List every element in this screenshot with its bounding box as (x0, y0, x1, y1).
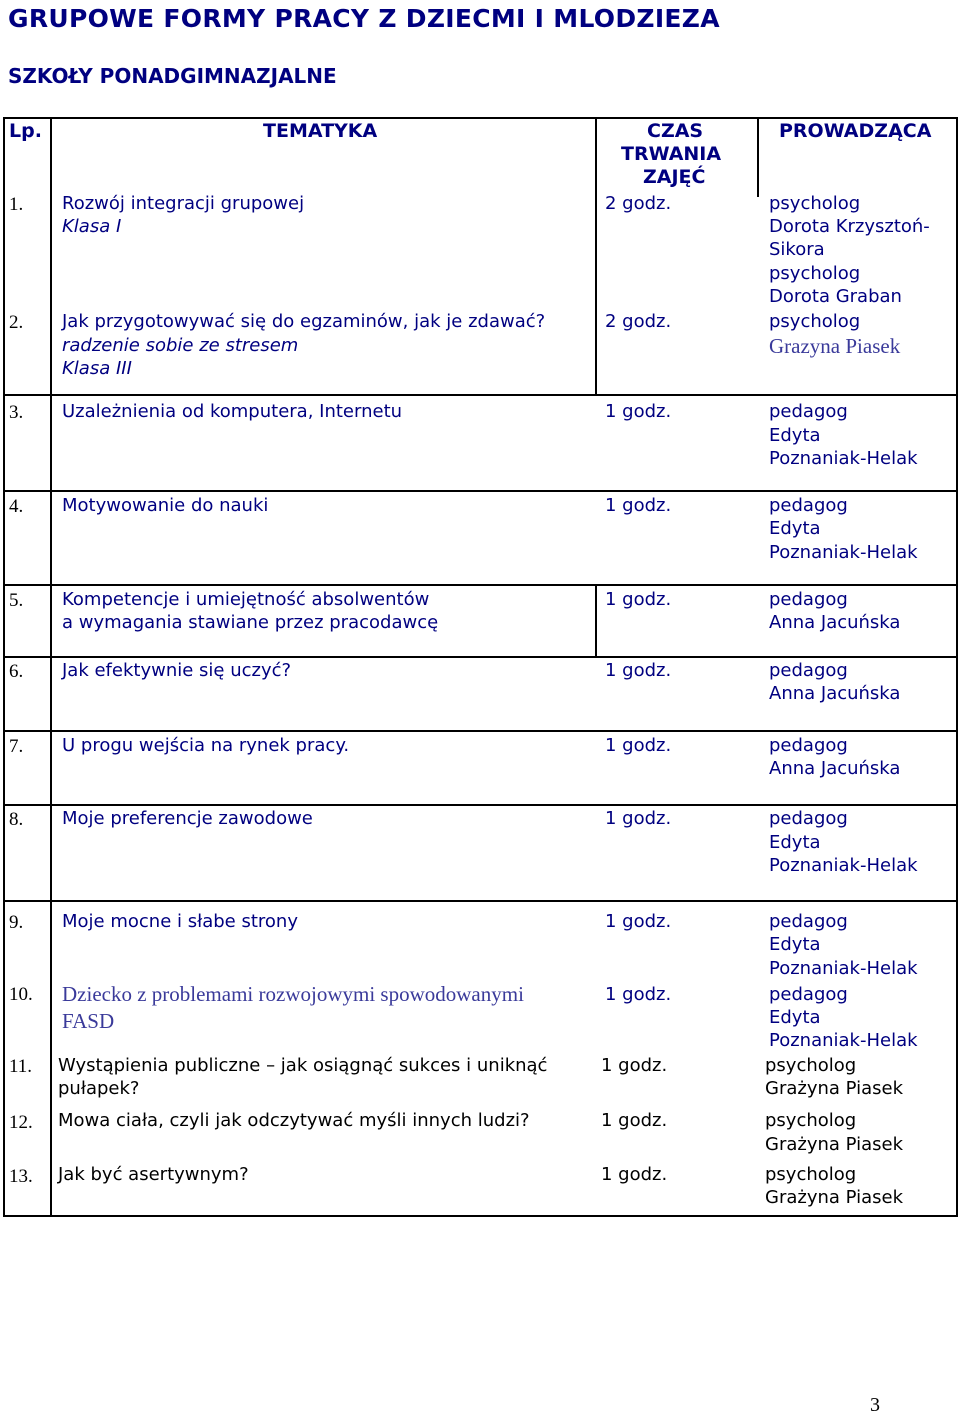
row-number: 7. (9, 736, 24, 757)
row-divider (3, 730, 958, 732)
row-leader: Dorota Graban (769, 286, 902, 307)
row-duration: 1 godz. (601, 1055, 668, 1076)
row-leader: psycholog (769, 193, 861, 214)
row-duration: 1 godz. (605, 495, 672, 516)
row-divider (3, 584, 958, 586)
row-leader: Edyta (769, 1007, 821, 1028)
row-leader: Poznaniak-Helak (769, 855, 918, 876)
row-leader: Edyta (769, 934, 821, 955)
row-topic: Jak przygotowywać się do egzaminów, jak je zdawać? (62, 311, 546, 332)
header-duration: ZAJĘĆ (643, 166, 706, 188)
column-divider-topic (595, 585, 597, 657)
row-leader: psycholog (765, 1110, 857, 1131)
row-duration: 1 godz. (605, 911, 672, 932)
row-number: 5. (9, 590, 24, 611)
column-divider-duration (757, 117, 759, 197)
row-duration: 1 godz. (601, 1164, 668, 1185)
row-leader: Edyta (769, 832, 821, 853)
row-leader: Poznaniak-Helak (769, 448, 918, 469)
row-topic: Motywowanie do nauki (62, 495, 269, 516)
row-topic-note: radzenie sobie ze stresem (62, 335, 299, 356)
row-topic: Moje preferencje zawodowe (62, 808, 313, 829)
row-number: 8. (9, 809, 24, 830)
row-topic: Rozwój integracji grupowej (62, 193, 305, 214)
row-divider (3, 394, 958, 396)
row-leader: pedagog (769, 660, 848, 681)
row-leader: Poznaniak-Helak (769, 1030, 918, 1051)
row-divider (3, 656, 958, 658)
row-topic: a wymagania stawiane przez pracodawcę (62, 612, 439, 633)
row-topic-class: Klasa I (62, 216, 122, 237)
row-topic: Wystąpienia publiczne – jak osiągnąć sukces i uniknąć (58, 1055, 548, 1076)
row-number: 4. (9, 496, 24, 517)
header-duration: TRWANIA (621, 143, 722, 165)
row-topic: Jak być asertywnym? (58, 1164, 249, 1185)
row-duration: 1 godz. (605, 808, 672, 829)
row-number: 13. (9, 1166, 33, 1187)
row-number: 6. (9, 661, 24, 682)
row-number: 12. (9, 1112, 33, 1133)
row-leader: pedagog (769, 495, 848, 516)
row-topic: Moje mocne i słabe strony (62, 911, 298, 932)
row-duration: 1 godz. (605, 401, 672, 422)
row-leader: Grazyna Piasek (769, 334, 901, 358)
row-topic: Dziecko z problemami rozwojowymi spowodowanymi (62, 982, 524, 1006)
row-duration: 1 godz. (605, 660, 672, 681)
row-topic: Mowa ciała, czyli jak odczytywać myśli innych ludzi? (58, 1110, 530, 1131)
row-leader: Grażyna Piasek (765, 1134, 904, 1155)
page-number: 3 (870, 1394, 880, 1416)
row-duration: 2 godz. (605, 193, 672, 214)
table-border-top (3, 117, 958, 119)
row-leader: pedagog (769, 808, 848, 829)
row-leader: pedagog (769, 589, 848, 610)
row-duration: 1 godz. (605, 589, 672, 610)
column-divider-lp (50, 117, 52, 1217)
row-leader: Anna Jacuńska (769, 612, 901, 633)
row-leader: Grażyna Piasek (765, 1187, 904, 1208)
page-subtitle: SZKOŁY PONADGIMNAZJALNE (8, 64, 337, 88)
row-topic: pułapek? (58, 1078, 140, 1099)
row-leader: Anna Jacuńska (769, 758, 901, 779)
header-topic: TEMATYKA (263, 120, 378, 142)
row-duration: 2 godz. (605, 311, 672, 332)
row-divider (3, 804, 958, 806)
row-divider (3, 490, 958, 492)
row-leader: Poznaniak-Helak (769, 542, 918, 563)
row-leader: Anna Jacuńska (769, 683, 901, 704)
row-leader: psycholog (765, 1164, 857, 1185)
row-leader: pedagog (769, 984, 848, 1005)
table-border-left (3, 117, 5, 1217)
row-leader: Sikora (769, 239, 825, 260)
row-duration: 1 godz. (601, 1110, 668, 1131)
row-leader: pedagog (769, 911, 848, 932)
table-border-right (956, 117, 958, 1217)
row-leader: pedagog (769, 401, 848, 422)
header-duration: CZAS (647, 120, 704, 142)
row-leader: psycholog (769, 311, 861, 332)
row-duration: 1 godz. (605, 984, 672, 1005)
row-number: 3. (9, 402, 24, 423)
row-topic: FASD (62, 1009, 115, 1033)
row-leader: Edyta (769, 425, 821, 446)
column-divider-topic (595, 117, 597, 395)
header-lp: Lp. (9, 120, 42, 142)
row-topic-class: Klasa III (62, 358, 132, 379)
row-leader: Dorota Krzysztoń- (769, 216, 930, 237)
row-leader: Edyta (769, 518, 821, 539)
header-leader: PROWADZĄCA (779, 120, 932, 142)
row-topic: Jak efektywnie się uczyć? (62, 660, 292, 681)
row-number: 9. (9, 912, 24, 933)
row-leader: pedagog (769, 735, 848, 756)
row-number: 1. (9, 194, 24, 215)
row-number: 10. (9, 984, 33, 1005)
row-topic: Uzależnienia od komputera, Internetu (62, 401, 403, 422)
row-leader: psycholog (765, 1055, 857, 1076)
row-number: 2. (9, 312, 24, 333)
row-number: 11. (9, 1056, 33, 1077)
row-duration: 1 godz. (605, 735, 672, 756)
row-leader: Grażyna Piasek (765, 1078, 904, 1099)
row-topic: Kompetencje i umiejętność absolwentów (62, 589, 430, 610)
table-border-bottom (3, 1215, 958, 1217)
row-divider (3, 900, 958, 902)
row-leader: psycholog (769, 263, 861, 284)
page-title: GRUPOWE FORMY PRACY Z DZIECMI I MLODZIEZA (8, 4, 720, 33)
row-topic: U progu wejścia na rynek pracy. (62, 735, 350, 756)
row-leader: Poznaniak-Helak (769, 958, 918, 979)
